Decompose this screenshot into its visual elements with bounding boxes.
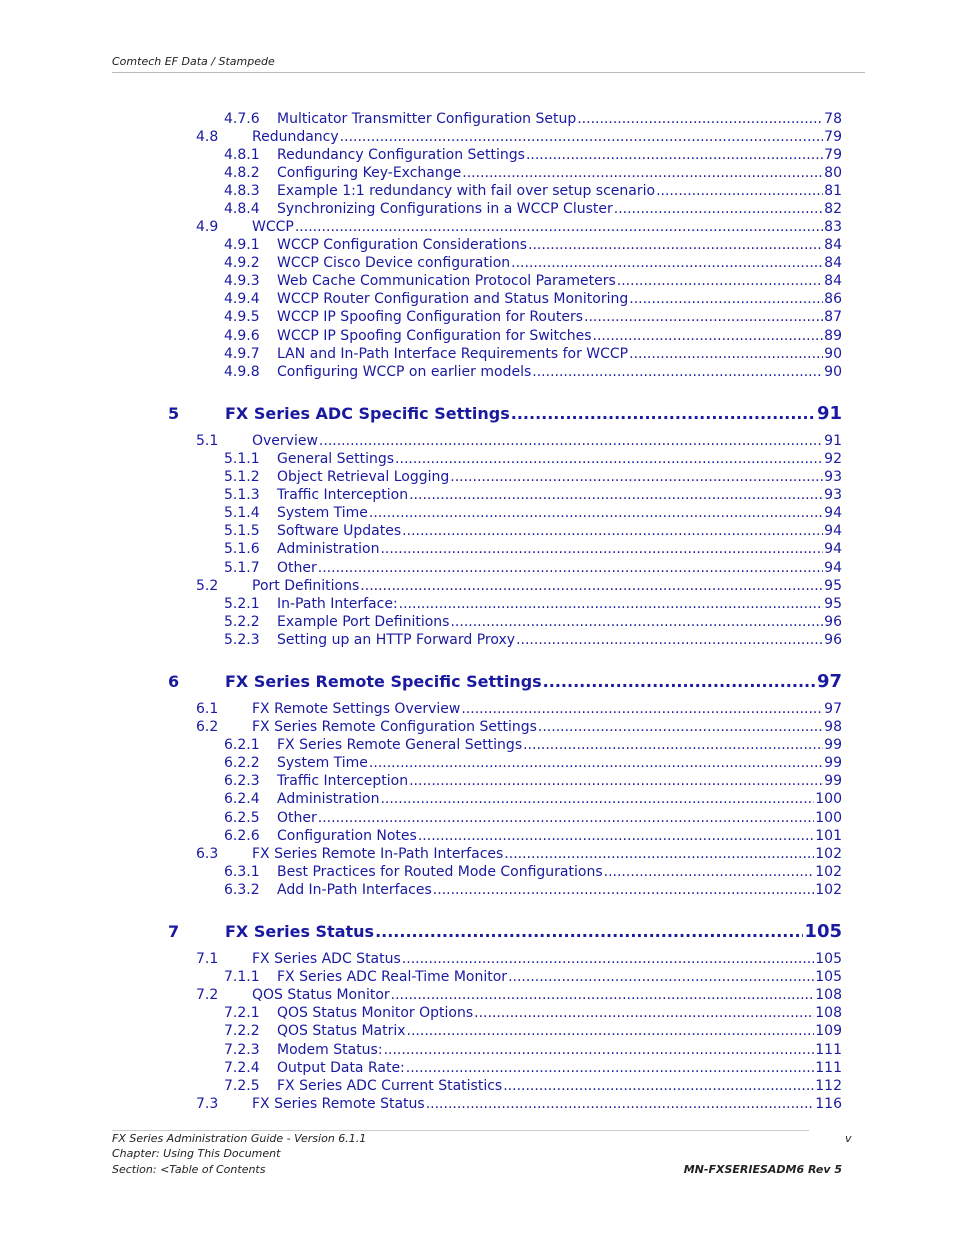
toc-entry-title: WCCP Router Configuration and Status Monitoring: [277, 291, 629, 307]
toc-entry-title: Configuring Key-Exchange: [277, 165, 462, 181]
toc-entry-page: 79: [824, 129, 842, 145]
toc-entry-page: 108: [815, 1005, 842, 1021]
toc-entry-page: 102: [815, 864, 842, 880]
toc-entry-number: 7.1.1: [224, 969, 260, 985]
toc-entry-page: 94: [824, 505, 842, 521]
toc-chapter-entry[interactable]: [168, 671, 842, 693]
toc-entry[interactable]: [196, 129, 842, 147]
toc-entry-number: 5.2: [196, 578, 219, 594]
header-divider: [112, 72, 865, 73]
toc-entry-title: FX Series ADC Status: [252, 951, 401, 967]
toc-entry-page: 97: [824, 701, 842, 717]
toc-entry-page: 86: [824, 291, 842, 307]
toc-entry[interactable]: [224, 237, 842, 255]
toc-entry[interactable]: [224, 328, 842, 346]
toc-entry-number: 6.2.5: [224, 810, 260, 826]
toc-entry-page: 99: [824, 737, 842, 753]
toc-entry[interactable]: [224, 364, 842, 382]
footer-guide-title: FX Series Administration Guide - Version 6.1.1: [112, 1132, 367, 1145]
toc-entry-title: FX Remote Settings Overview: [252, 701, 461, 717]
toc-entry-page: 112: [815, 1078, 842, 1094]
toc-entry-page: 82: [824, 201, 842, 217]
toc-entry-title: Object Retrieval Logging: [277, 469, 450, 485]
toc-entry-page: 102: [815, 846, 842, 862]
toc-entry-title: FX Series Remote General Settings: [277, 737, 523, 753]
toc-entry-title: FX Series ADC Current Statistics: [277, 1078, 503, 1094]
toc-entry[interactable]: [224, 273, 842, 291]
toc-entry-title: System Time: [277, 505, 368, 521]
toc-leader-dots: [508, 969, 814, 985]
toc-entry-title: QOS Status Matrix: [277, 1023, 406, 1039]
toc-leader-dots: [538, 719, 823, 735]
toc-leader-dots: [516, 632, 823, 648]
toc-entry[interactable]: [224, 346, 842, 364]
toc-entry-title: Configuring WCCP on earlier models: [277, 364, 532, 380]
toc-leader-dots: [402, 951, 814, 967]
toc-entry-number: 4.9.2: [224, 255, 260, 271]
toc-entry-number: 4.9.4: [224, 291, 260, 307]
toc-entry-page: 95: [824, 578, 842, 594]
toc-leader-dots: [399, 596, 824, 612]
toc-entry[interactable]: [196, 701, 842, 719]
toc-entry-number: 6.2.4: [224, 791, 260, 807]
toc-entry[interactable]: [196, 719, 842, 737]
toc-entry-number: 6.1: [196, 701, 219, 717]
toc-entry-title: Multicator Transmitter Configuration Setup: [277, 111, 577, 127]
toc-entry-page: 101: [815, 828, 842, 844]
toc-leader-dots: [369, 755, 823, 771]
toc-entry[interactable]: [224, 632, 842, 650]
toc-leader-dots: [629, 291, 823, 307]
toc-entry-number: 4.9.6: [224, 328, 260, 344]
toc-entry-title: QOS Status Monitor Options: [277, 1005, 474, 1021]
toc-leader-dots: [380, 541, 823, 557]
toc-entry-page: 99: [824, 755, 842, 771]
toc-entry-title: WCCP IP Spoofing Configuration for Switches: [277, 328, 592, 344]
toc-leader-dots: [577, 111, 823, 127]
toc-entry-page: 87: [824, 309, 842, 325]
toc-leader-dots: [629, 346, 823, 362]
toc-entry[interactable]: [224, 1078, 842, 1096]
toc-entry-page: 100: [815, 791, 842, 807]
toc-entry-page: 100: [815, 810, 842, 826]
toc-entry-number: 7.3: [196, 1096, 219, 1112]
toc-entry-number: 4.8.3: [224, 183, 260, 199]
toc-entry-page: 95: [824, 596, 842, 612]
toc-entry-number: 6.3: [196, 846, 219, 862]
toc-entry-number: 6.2.1: [224, 737, 260, 753]
toc-entry-title: WCCP: [252, 219, 294, 235]
toc-entry-page: 89: [824, 328, 842, 344]
toc-entry[interactable]: [224, 882, 842, 900]
toc-leader-dots: [360, 578, 823, 594]
toc-leader-dots: [433, 882, 814, 898]
toc-entry[interactable]: [224, 1060, 842, 1078]
toc-entry-number: 6.2: [196, 719, 219, 735]
toc-entry-title: Overview: [252, 433, 318, 449]
toc-entry[interactable]: [224, 791, 842, 809]
toc-leader-dots: [318, 810, 815, 826]
toc-leader-dots: [523, 737, 823, 753]
toc-leader-dots: [526, 147, 823, 163]
toc-entry-number: 4.9.7: [224, 346, 260, 362]
toc-entry[interactable]: [224, 451, 842, 469]
toc-entry-number: 4.7.6: [224, 111, 260, 127]
toc-entry-title: Traffic Interception: [277, 773, 409, 789]
toc-entry-title: WCCP Cisco Device configuration: [277, 255, 511, 271]
toc-entry-title: FX Series ADC Real-Time Monitor: [277, 969, 508, 985]
toc-entry[interactable]: [224, 614, 842, 632]
toc-leader-dots: [584, 309, 823, 325]
toc-entry-title: WCCP IP Spoofing Configuration for Routers: [277, 309, 584, 325]
toc-entry-page: 96: [824, 614, 842, 630]
toc-entry-page: 116: [815, 1096, 842, 1112]
toc-leader-dots: [614, 201, 823, 217]
toc-leader-dots: [409, 487, 823, 503]
toc-entry[interactable]: [224, 255, 842, 273]
toc-entry[interactable]: [196, 433, 842, 451]
toc-entry[interactable]: [196, 951, 842, 969]
footer-page-number: v: [845, 1132, 852, 1145]
toc-entry[interactable]: [224, 291, 842, 309]
toc-entry[interactable]: [224, 487, 842, 505]
toc-leader-dots: [340, 129, 824, 145]
toc-leader-dots: [511, 255, 823, 271]
toc-entry-number: 7.2.4: [224, 1060, 260, 1076]
toc-entry-title: Configuration Notes: [277, 828, 417, 844]
toc-chapter-entry[interactable]: [168, 403, 842, 425]
toc-entry[interactable]: [224, 864, 842, 882]
toc-entry[interactable]: [196, 578, 842, 596]
toc-entry[interactable]: [196, 219, 842, 237]
toc-entry-page: 96: [824, 632, 842, 648]
toc-entry[interactable]: [224, 596, 842, 614]
toc-entry-page: 78: [824, 111, 842, 127]
toc-entry-page: 99: [824, 773, 842, 789]
toc-entry-number: 5.1: [196, 433, 219, 449]
toc-entry-title: Synchronizing Configurations in a WCCP Cluster: [277, 201, 613, 217]
toc-leader-dots: [528, 237, 823, 253]
toc-entry-page: 90: [824, 364, 842, 380]
toc-entry-page: 94: [824, 523, 842, 539]
toc-leader-dots: [375, 922, 803, 941]
footer-divider: [112, 1130, 809, 1131]
toc-leader-dots: [503, 1078, 814, 1094]
toc-entry[interactable]: [224, 810, 842, 828]
toc-entry-page: 92: [824, 451, 842, 467]
toc-entry-page: 105: [815, 969, 842, 985]
toc-leader-dots: [407, 1023, 815, 1039]
toc-entry-title: LAN and In-Path Interface Requirements for WCCP: [277, 346, 629, 362]
toc-entry[interactable]: [196, 846, 842, 864]
toc-entry-title: Redundancy Configuration Settings: [277, 147, 525, 163]
toc-entry-title: Modem Status:: [277, 1042, 383, 1058]
toc-leader-dots: [656, 183, 823, 199]
toc-leader-dots: [369, 505, 823, 521]
toc-entry-number: 7: [168, 922, 180, 941]
toc-entry-number: 7.2.5: [224, 1078, 260, 1094]
toc-entry-page: 93: [824, 469, 842, 485]
toc-leader-dots: [462, 165, 823, 181]
toc-entry-number: 5.1.4: [224, 505, 260, 521]
toc-entry-page: 97: [816, 671, 842, 692]
toc-entry[interactable]: [224, 737, 842, 755]
toc-entry-title: Example 1:1 redundancy with fail over setup scenario: [277, 183, 656, 199]
footer-doc-id: MN-FXSERIESADM6 Rev 5: [683, 1163, 842, 1176]
toc-entry-page: 109: [815, 1023, 842, 1039]
toc-entry-number: 4.8.1: [224, 147, 260, 163]
toc-entry-page: 105: [815, 951, 842, 967]
toc-entry-title: FX Series Remote Specific Settings: [225, 672, 542, 691]
toc-leader-dots: [384, 1042, 815, 1058]
toc-entry[interactable]: [196, 987, 842, 1005]
toc-chapter-entry[interactable]: [168, 921, 842, 943]
toc-entry-page: 79: [824, 147, 842, 163]
toc-entry-number: 7.2: [196, 987, 219, 1003]
toc-entry-number: 6.2.2: [224, 755, 260, 771]
toc-entry-title: Other: [277, 810, 317, 826]
toc-entry-title: Output Data Rate:: [277, 1060, 405, 1076]
toc-entry-number: 5.1.6: [224, 541, 260, 557]
toc-leader-dots: [391, 987, 815, 1003]
toc-entry-number: 6.3.2: [224, 882, 260, 898]
toc-entry[interactable]: [224, 147, 842, 165]
toc-entry-number: 4.8: [196, 129, 219, 145]
toc-entry[interactable]: [224, 969, 842, 987]
toc-entry-number: 5.1.7: [224, 560, 260, 576]
toc-entry-title: Add In-Path Interfaces: [277, 882, 432, 898]
toc-entry[interactable]: [224, 755, 842, 773]
toc-entry-number: 7.1: [196, 951, 219, 967]
toc-entry[interactable]: [224, 183, 842, 201]
toc-leader-dots: [604, 864, 815, 880]
toc-leader-dots: [395, 451, 823, 467]
toc-entry-title: Other: [277, 560, 317, 576]
toc-entry-title: FX Series Remote In-Path Interfaces: [252, 846, 504, 862]
toc-entry[interactable]: [196, 1096, 842, 1114]
toc-entry[interactable]: [224, 165, 842, 183]
toc-entry-title: Redundancy: [252, 129, 339, 145]
toc-leader-dots: [318, 560, 823, 576]
toc-entry-title: QOS Status Monitor: [252, 987, 390, 1003]
toc-entry-title: System Time: [277, 755, 368, 771]
toc-leader-dots: [543, 672, 816, 691]
footer-section: Section: <Table of Contents: [112, 1163, 266, 1176]
toc-entry-page: 84: [824, 255, 842, 271]
toc-entry-title: Setting up an HTTP Forward Proxy: [277, 632, 516, 648]
toc-entry[interactable]: [224, 469, 842, 487]
toc-leader-dots: [319, 433, 823, 449]
toc-entry[interactable]: [224, 1042, 842, 1060]
toc-entry-title: FX Series Remote Configuration Settings: [252, 719, 537, 735]
toc-entry-number: 5.2.2: [224, 614, 260, 630]
toc-entry-page: 98: [824, 719, 842, 735]
toc-entry-number: 4.8.2: [224, 165, 260, 181]
toc-entry-number: 5.1.2: [224, 469, 260, 485]
toc-entry-title: FX Series ADC Specific Settings: [225, 404, 510, 423]
toc-leader-dots: [504, 846, 814, 862]
toc-entry-title: Administration: [277, 791, 380, 807]
toc-entry-title: FX Series Status: [225, 922, 375, 941]
toc-entry[interactable]: [224, 828, 842, 846]
toc-entry-page: 94: [824, 541, 842, 557]
toc-entry-title: In-Path Interface:: [277, 596, 398, 612]
toc-entry-number: 6.3.1: [224, 864, 260, 880]
toc-entry[interactable]: [224, 505, 842, 523]
toc-entry-page: 111: [815, 1060, 842, 1076]
toc-entry-page: 84: [824, 273, 842, 289]
toc-entry-page: 84: [824, 237, 842, 253]
toc-entry-title: FX Series Remote Status: [252, 1096, 425, 1112]
toc-leader-dots: [532, 364, 823, 380]
toc-entry-title: Traffic Interception: [277, 487, 409, 503]
toc-entry-number: 4.8.4: [224, 201, 260, 217]
toc-entry[interactable]: [224, 201, 842, 219]
toc-entry-title: General Settings: [277, 451, 395, 467]
toc-entry[interactable]: [224, 111, 842, 129]
toc-entry-number: 5.2.1: [224, 596, 260, 612]
toc-entry-page: 102: [815, 882, 842, 898]
footer-chapter: Chapter: Using This Document: [112, 1147, 281, 1160]
toc-leader-dots: [406, 1060, 814, 1076]
toc-entry-number: 7.2.1: [224, 1005, 260, 1021]
toc-entry[interactable]: [224, 309, 842, 327]
toc-leader-dots: [461, 701, 823, 717]
toc-leader-dots: [409, 773, 823, 789]
toc-leader-dots: [593, 328, 824, 344]
toc-leader-dots: [617, 273, 823, 289]
toc-entry[interactable]: [224, 523, 842, 541]
toc-entry-page: 105: [804, 921, 842, 942]
toc-entry-number: 5.2.3: [224, 632, 260, 648]
toc-entry-number: 4.9.5: [224, 309, 260, 325]
toc-entry-page: 91: [816, 403, 842, 424]
toc-entry-page: 90: [824, 346, 842, 362]
toc-entry-number: 4.9.8: [224, 364, 260, 380]
toc-entry-page: 81: [824, 183, 842, 199]
toc-entry-number: 7.2.3: [224, 1042, 260, 1058]
toc-leader-dots: [295, 219, 823, 235]
toc-entry[interactable]: [224, 1023, 842, 1041]
toc-entry[interactable]: [224, 541, 842, 559]
toc-entry-title: Best Practices for Routed Mode Configurations: [277, 864, 603, 880]
toc-entry-number: 5.1.1: [224, 451, 260, 467]
toc-entry-number: 4.9: [196, 219, 219, 235]
toc-leader-dots: [450, 614, 823, 630]
toc-leader-dots: [474, 1005, 814, 1021]
toc-entry-number: 5: [168, 404, 180, 423]
toc-entry-title: Software Updates: [277, 523, 402, 539]
toc-entry[interactable]: [224, 1005, 842, 1023]
toc-entry-title: WCCP Configuration Considerations: [277, 237, 528, 253]
toc-entry-title: Example Port Definitions: [277, 614, 450, 630]
toc-entry-number: 4.9.3: [224, 273, 260, 289]
toc-entry-number: 5.1.5: [224, 523, 260, 539]
toc-entry-page: 111: [815, 1042, 842, 1058]
toc-entry-title: Administration: [277, 541, 380, 557]
toc-leader-dots: [380, 791, 814, 807]
toc-entry[interactable]: [224, 773, 842, 791]
toc-leader-dots: [450, 469, 823, 485]
toc-entry-number: 4.9.1: [224, 237, 260, 253]
toc-entry-page: 83: [824, 219, 842, 235]
toc-entry-page: 80: [824, 165, 842, 181]
toc-entry[interactable]: [224, 560, 842, 578]
toc-entry-title: Port Definitions: [252, 578, 360, 594]
toc-entry-number: 6.2.6: [224, 828, 260, 844]
toc-leader-dots: [402, 523, 823, 539]
toc-leader-dots: [418, 828, 814, 844]
toc-entry-page: 91: [824, 433, 842, 449]
toc-leader-dots: [426, 1096, 815, 1112]
toc-entry-number: 6.2.3: [224, 773, 260, 789]
running-header: Comtech EF Data / Stampede: [112, 55, 275, 68]
toc-entry-number: 6: [168, 672, 180, 691]
toc-entry-number: 7.2.2: [224, 1023, 260, 1039]
toc-entry-page: 108: [815, 987, 842, 1003]
toc-entry-number: 5.1.3: [224, 487, 260, 503]
toc-entry-title: Web Cache Communication Protocol Parameters: [277, 273, 616, 289]
toc-entry-page: 93: [824, 487, 842, 503]
toc-leader-dots: [511, 404, 816, 423]
toc-entry-page: 94: [824, 560, 842, 576]
